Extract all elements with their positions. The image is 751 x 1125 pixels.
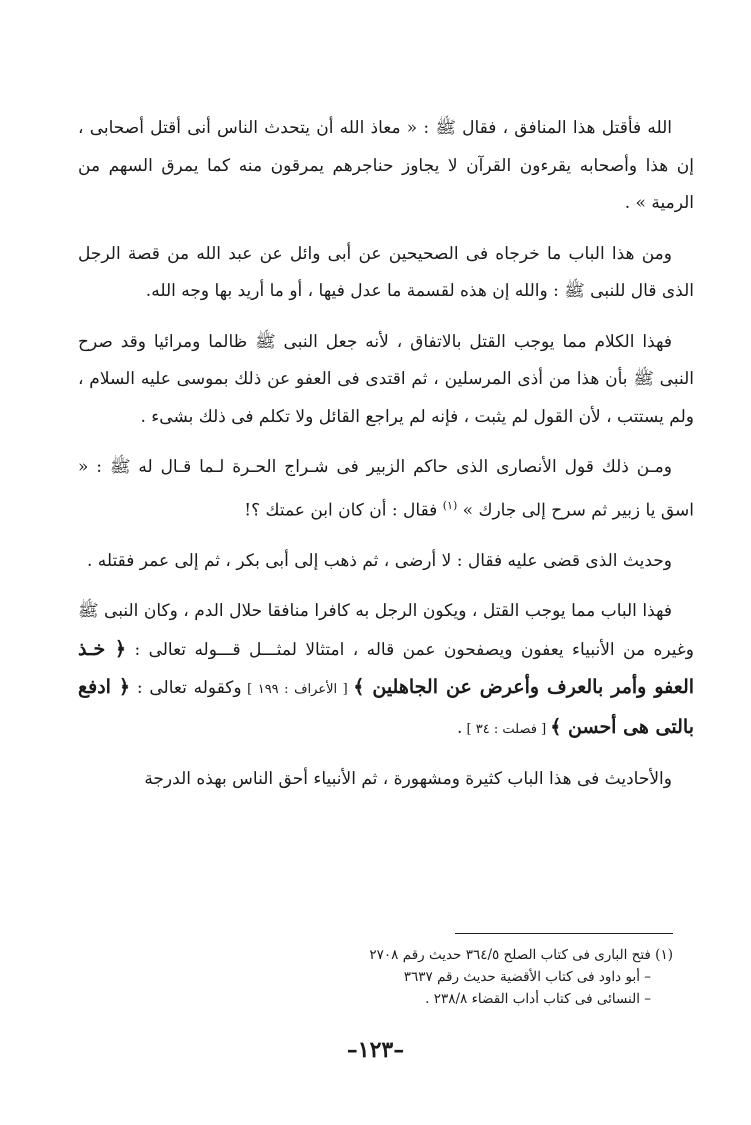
paragraph-6-text-b: وكقوله تعالى : (130, 678, 242, 699)
footnotes (113, 944, 673, 1010)
footnote-1-source-2: – أبو داود فى كتاب الأقضية حديث رقم ٣٦٣٧ (403, 969, 651, 985)
paragraph-6-text-c: . (457, 717, 463, 738)
footnote-divider (455, 933, 673, 934)
verse-reference-2: [ فصلت : ٣٤ ] (462, 721, 551, 737)
paragraph-4-text-a: ومـن ذلك قول الأنصارى الذى حاكم الزبير فى شـراج الحـرة لـما قـال له ﷺ : « اسق يا زبير ثم سرح إلى جارك » (78, 457, 694, 521)
paragraph-2 (78, 236, 694, 311)
paragraph-4-text-b: فقال : أن كان ابن عمتك ؟! (244, 500, 443, 521)
paragraph-1-text: الله فأقتل هذا المنافق ، فقال ﷺ : « معاذ الله أن يتحدث الناس أنى أقتل أصحابى ، إن هذا وأصحابه يقرءون القرآن لا يجاوز حناجرهم يمرقون منه كما يمرق السهم من الرمية » . (78, 118, 694, 213)
paragraph-1 (78, 110, 694, 223)
verse-reference-1: [ الأعراف : ١٩٩ ] (241, 682, 354, 698)
paragraph-4 (78, 449, 694, 530)
page-number: –١٢٣– (346, 1037, 405, 1063)
main-text (78, 110, 694, 812)
footnote-1: (١) فتح البارى فى كتاب الصلح ٣٦٤/٥ حديث رقم ٢٧٠٨ (369, 947, 673, 963)
footnote-marker: (١) (442, 498, 458, 512)
paragraph-5 (78, 543, 694, 581)
paragraph-2-text: ومن هذا الباب ما خرجاه فى الصحيحين عن أبى وائل عن عبد الله من قصة الرجل الذى قال للنبى ﷺ : والله إن هذه لقسمة ما عدل فيها ، أو ما أريد بها وجه الله. (78, 243, 694, 301)
paragraph-6-text-a: فهذا الباب مما يوجب القتل ، ويكون الرجل به كافرا منافقا حلال الدم ، وكان النبى ﷺ وغيره من الأنبياء يعفون ويصفحون عمن قاله ، امتثالا لمثـــل قـــوله تعالى : (78, 601, 694, 660)
paragraph-3-text: فهذا الكلام مما يوجب القتل بالاتفاق ، لأنه جعل النبى ﷺ ظالما ومرائيا وقد صرح النبى ﷺ بأن هذا من أذى المرسلين ، ثم اقتدى فى العفو عن ذلك بموسى عليه السلام ، ولم يستتب ، لأن القول لم يثبت ، فإنه لم يراجع القائل ولا تكلم فى ذلك بشىء . (78, 331, 694, 427)
quran-verse-1: ﴿ خـذ العفو وأمر بالعرف وأعرض عن الجاهلين ﴾ (78, 637, 695, 699)
paragraph-7 (78, 761, 694, 799)
paragraph-5-text: وحديث الذى قضى عليه فقال : لا أرضى ، ثم ذهب إلى أبى بكر ، ثم إلى عمر فقتله . (86, 550, 672, 571)
paragraph-3 (78, 324, 694, 437)
paragraph-6 (78, 593, 694, 748)
paragraph-7-text: والأحاديث فى هذا الباب كثيرة ومشهورة ، ثم الأنبياء أحق الناس بهذه الدرجة (144, 769, 672, 790)
footnote-1-source-3: – النسائى فى كتاب أداب القضاء ٢٣٨/٨ . (425, 991, 651, 1007)
quran-verse-2: ﴿ ادفع بالتى هى أحسن ﴾ (78, 676, 694, 738)
